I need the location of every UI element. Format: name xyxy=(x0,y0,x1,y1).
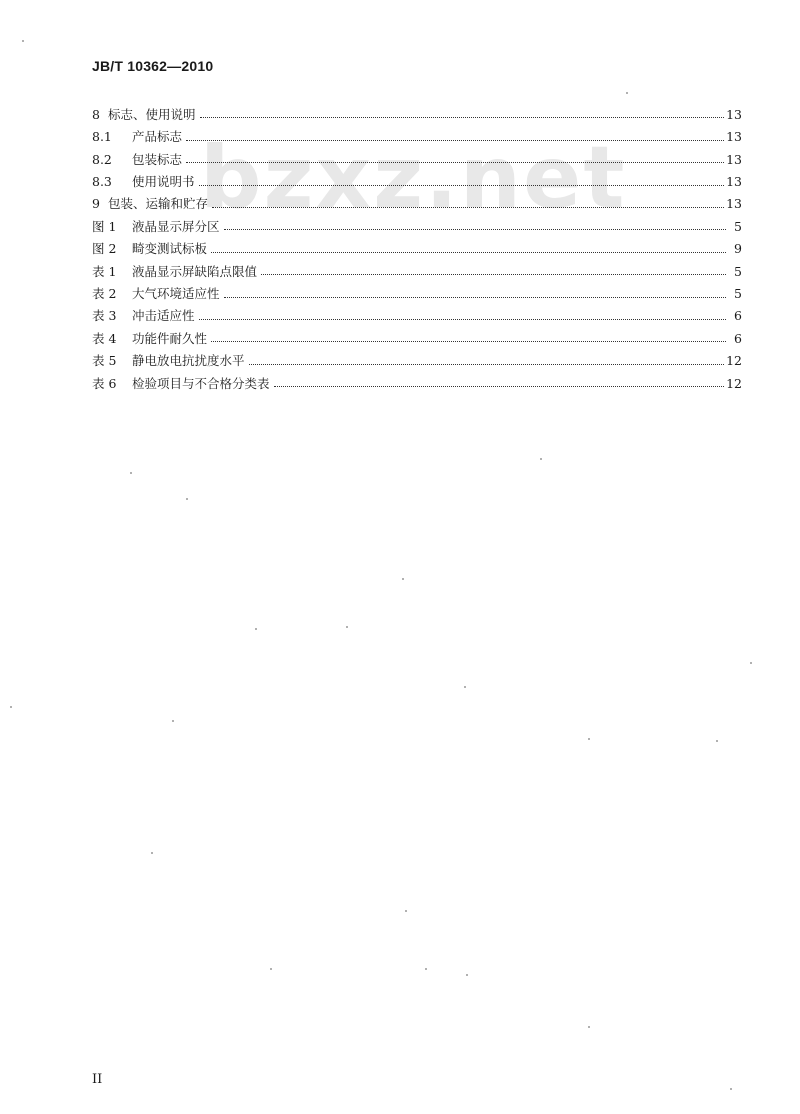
toc-entry-number: 8.3 xyxy=(92,174,112,190)
toc-entry-number: 8 xyxy=(92,106,100,122)
toc-entry-number: 表 3 xyxy=(92,308,117,324)
toc-leader-dots xyxy=(224,297,726,298)
toc-entry-page: 13 xyxy=(726,151,742,167)
document-code: JB/T 10362—2010 xyxy=(92,58,214,74)
toc-entry-title: 冲击适应性 xyxy=(132,308,195,324)
toc-entry-page: 6 xyxy=(734,330,742,346)
toc-entry-number: 图 1 xyxy=(92,218,117,234)
scan-speck xyxy=(10,706,12,708)
scan-speck xyxy=(730,1088,732,1090)
toc-entry xyxy=(92,323,742,345)
watermark: bzxz.net xyxy=(200,128,627,228)
toc-leader-dots xyxy=(211,341,726,342)
toc-entry-title: 包装标志 xyxy=(132,151,183,167)
scan-speck xyxy=(466,974,468,976)
scan-speck xyxy=(464,686,466,688)
scan-speck xyxy=(346,626,348,628)
scan-speck xyxy=(425,968,427,970)
toc-entry-title: 使用说明书 xyxy=(132,174,195,190)
toc-entry xyxy=(92,278,742,300)
scan-speck xyxy=(750,662,752,664)
toc-entry xyxy=(92,166,742,188)
toc-entry-number: 表 6 xyxy=(92,375,117,391)
toc-entry-page: 13 xyxy=(726,196,742,212)
toc-entry-number: 图 2 xyxy=(92,241,117,257)
toc-entry-page: 12 xyxy=(726,353,742,369)
toc-entry-title: 标志、使用说明 xyxy=(108,106,196,122)
toc-entry-page: 13 xyxy=(726,106,742,122)
toc-entry-title: 检验项目与不合格分类表 xyxy=(132,375,270,391)
scan-speck xyxy=(130,472,132,474)
scan-speck xyxy=(588,738,590,740)
toc-entry xyxy=(92,211,742,233)
toc-entry xyxy=(92,345,742,367)
page-number: II xyxy=(92,1072,103,1087)
toc-leader-dots xyxy=(212,207,724,208)
toc-entry xyxy=(92,99,742,121)
toc-entry-number: 表 4 xyxy=(92,330,117,346)
toc-entry-page: 9 xyxy=(734,241,742,257)
toc-leader-dots xyxy=(249,364,725,365)
toc-entry-title: 畸变测试标板 xyxy=(132,241,208,257)
toc-entry xyxy=(92,233,742,255)
toc-entry-page: 5 xyxy=(734,286,742,302)
scan-speck xyxy=(172,720,174,722)
toc-leader-dots xyxy=(186,162,724,163)
toc-entry-page: 6 xyxy=(734,308,742,324)
scan-speck xyxy=(405,910,407,912)
scan-speck xyxy=(588,1026,590,1028)
toc-entry xyxy=(92,121,742,143)
scan-speck xyxy=(716,740,718,742)
scan-speck xyxy=(151,852,153,854)
toc-leader-dots xyxy=(261,274,726,275)
toc-entry-page: 13 xyxy=(726,129,742,145)
toc-entry-page: 5 xyxy=(734,263,742,279)
toc-entry-title: 功能件耐久性 xyxy=(132,330,208,346)
toc-entry-title: 大气环境适应性 xyxy=(132,286,220,302)
toc-leader-dots xyxy=(274,386,725,387)
toc-entry xyxy=(92,256,742,278)
toc-leader-dots xyxy=(200,117,725,118)
toc-entry-page: 13 xyxy=(726,174,742,190)
table-of-contents xyxy=(92,99,742,390)
toc-entry xyxy=(92,368,742,390)
toc-entry xyxy=(92,301,742,323)
toc-entry-number: 9 xyxy=(92,196,100,212)
toc-entry xyxy=(92,189,742,211)
scan-speck xyxy=(22,40,24,42)
toc-leader-dots xyxy=(199,185,725,186)
toc-leader-dots xyxy=(186,140,724,141)
scan-speck xyxy=(255,628,257,630)
scan-speck xyxy=(402,578,404,580)
scan-speck xyxy=(270,968,272,970)
scan-speck xyxy=(540,458,542,460)
toc-entry-title: 液晶显示屏分区 xyxy=(132,218,220,234)
toc-entry-number: 表 2 xyxy=(92,286,117,302)
scan-speck xyxy=(626,92,628,94)
scan-speck xyxy=(186,498,188,500)
toc-entry-title: 静电放电抗扰度水平 xyxy=(132,353,245,369)
toc-entry-title: 产品标志 xyxy=(132,129,183,145)
toc-entry-page: 12 xyxy=(726,375,742,391)
toc-entry-title: 液晶显示屏缺陷点限值 xyxy=(132,263,258,279)
toc-leader-dots xyxy=(199,319,726,320)
toc-leader-dots xyxy=(211,252,726,253)
toc-entry-number: 8.2 xyxy=(92,151,112,167)
toc-entry-number: 8.1 xyxy=(92,129,112,145)
toc-entry xyxy=(92,144,742,166)
toc-entry-title: 包装、运输和贮存 xyxy=(108,196,209,212)
toc-leader-dots xyxy=(224,229,726,230)
toc-entry-number: 表 5 xyxy=(92,353,117,369)
toc-entry-number: 表 1 xyxy=(92,263,117,279)
toc-entry-page: 5 xyxy=(734,218,742,234)
